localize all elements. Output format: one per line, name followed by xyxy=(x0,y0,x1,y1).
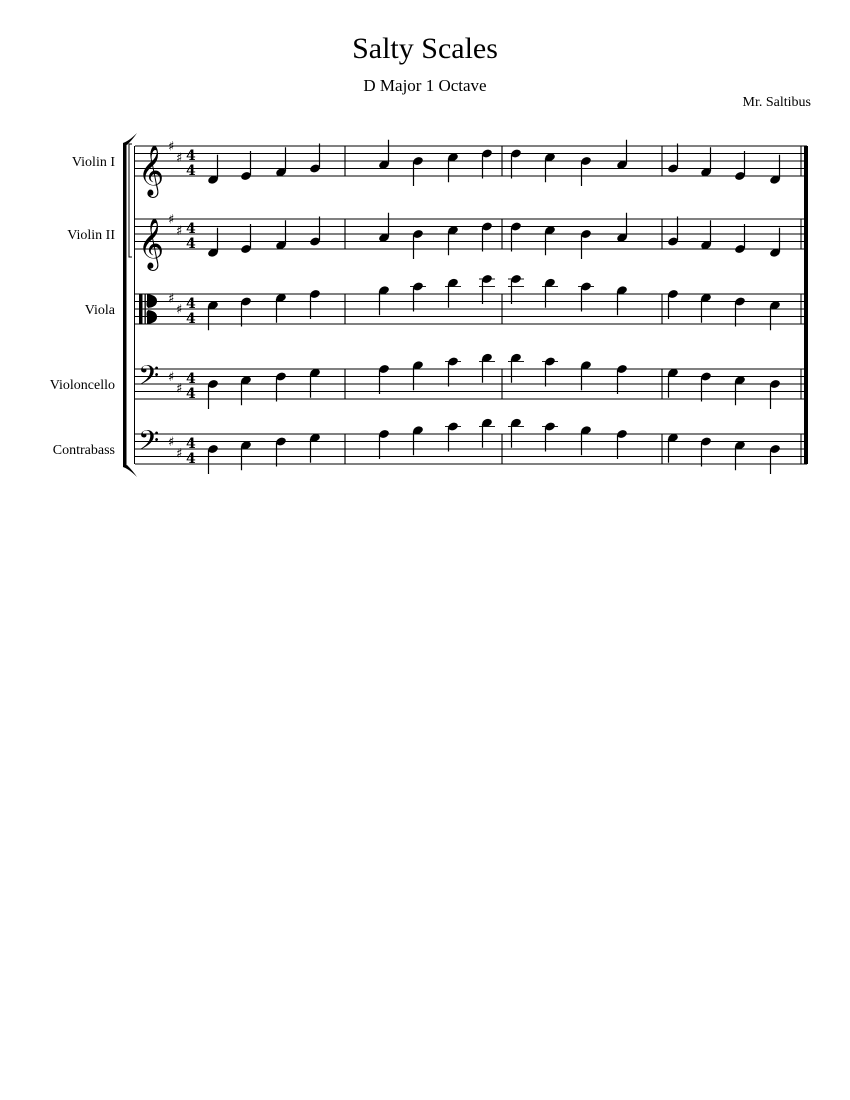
system-bracket xyxy=(123,133,137,145)
instrument-label: Contrabass xyxy=(52,443,115,458)
score-title: Salty Scales xyxy=(352,32,498,65)
sharp-icon: ♯ xyxy=(168,435,175,450)
violin-group-bracket xyxy=(129,144,132,257)
sharp-icon: ♯ xyxy=(176,150,183,166)
time-signature-denominator: 4 xyxy=(186,163,196,179)
sharp-icon: ♯ xyxy=(168,139,175,155)
instrument-label: Violoncello xyxy=(49,378,115,393)
sharp-icon: ♯ xyxy=(168,370,175,385)
time-signature-numerator: 4 xyxy=(186,148,196,164)
time-signature-denominator: 4 xyxy=(186,236,196,252)
instrument-label: Violin II xyxy=(67,228,115,243)
bass-clef-icon: 𝄢 xyxy=(138,424,160,463)
time-signature-numerator: 4 xyxy=(186,371,196,387)
score-subtitle: D Major 1 Octave xyxy=(363,76,487,95)
sharp-icon: ♯ xyxy=(176,446,183,462)
treble-clef-icon: 𝄞 xyxy=(138,145,165,196)
system-bracket xyxy=(123,465,137,477)
composer-name: Mr. Saltibus xyxy=(742,95,811,110)
treble-clef-icon: 𝄞 xyxy=(138,218,165,269)
sharp-icon: ♯ xyxy=(176,302,183,318)
alto-clef-icon xyxy=(139,294,143,324)
time-signature-denominator: 4 xyxy=(186,311,196,327)
time-signature-denominator: 4 xyxy=(186,386,196,402)
bass-clef-icon: 𝄢 xyxy=(138,359,160,398)
instrument-label: Viola xyxy=(84,303,115,318)
final-bar-line xyxy=(804,146,808,464)
time-signature-denominator: 4 xyxy=(186,451,196,467)
time-signature-numerator: 4 xyxy=(186,221,196,237)
system-bracket xyxy=(123,143,127,467)
time-signature-numerator: 4 xyxy=(186,436,196,452)
alto-clef-icon xyxy=(145,294,146,324)
instrument-label: Violin I xyxy=(71,155,115,170)
sharp-icon: ♯ xyxy=(168,291,175,307)
time-signature-numerator: 4 xyxy=(186,296,196,312)
sharp-icon: ♯ xyxy=(176,381,183,397)
sharp-icon: ♯ xyxy=(176,223,183,239)
sharp-icon: ♯ xyxy=(168,212,175,228)
